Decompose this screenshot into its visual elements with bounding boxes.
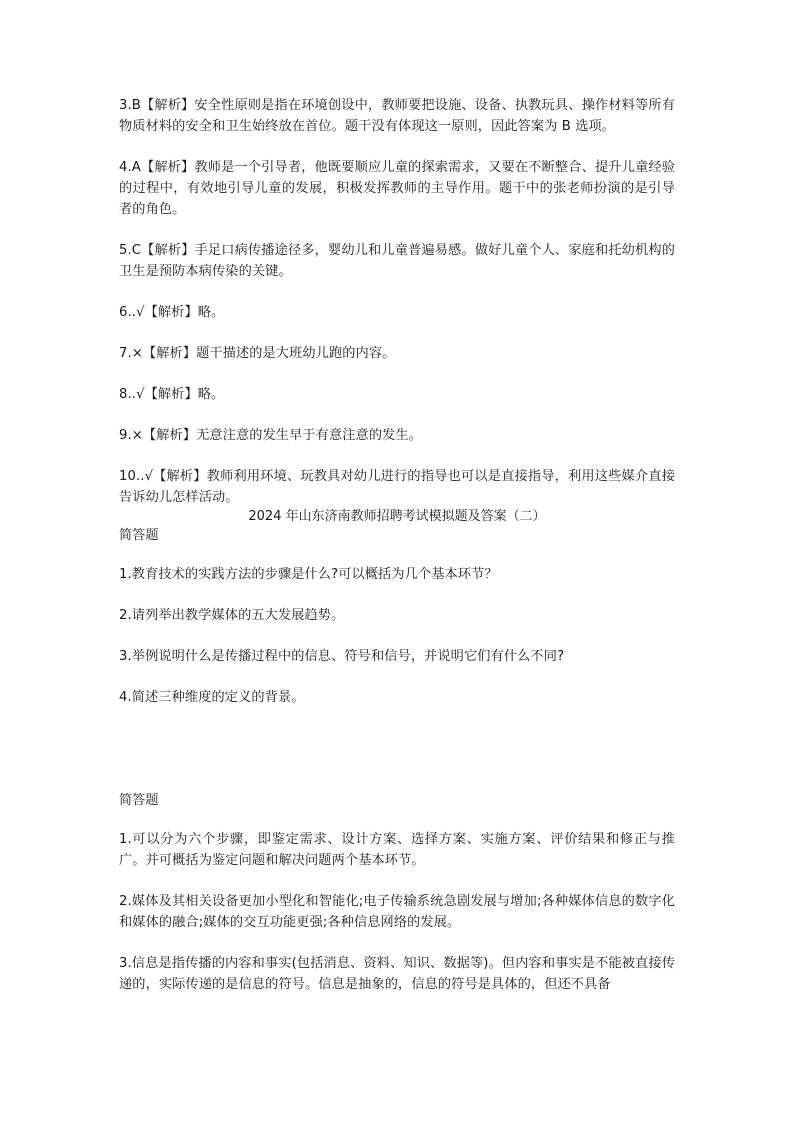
question-item-2: 2.请列举出教学媒体的五大发展趋势。 xyxy=(119,608,345,623)
answer-item-7: 7.×【解析】题干描述的是大班幼儿跑的内容。 xyxy=(119,346,396,361)
answers-section-label: 简答题 xyxy=(119,793,159,808)
answer-item-4: 4.A【解析】教师是一个引导者，他既要顺应儿童的探索需求，又要在不断整合、提升儿童经验的过程中，有效地引导儿童的发展，积极发挥教师的主导作用。题干中的张老师扮演的是引导者的角色。 xyxy=(119,160,675,217)
answer-item-3: 3.B【解析】安全性原则是指在环境创设中，教师要把设施、设备、执教玩具、操作材料等所有物质材料的安全和卫生始终放在首位。题干没有体现这一原则，因此答案为 B 选项。 xyxy=(119,98,675,134)
answer-item-6: 6..√【解析】略。 xyxy=(119,305,225,320)
short-answer-2: 2.媒体及其相关设备更加小型化和智能化;电子传输系统急剧发展与增加;各种媒体信息的数字化和媒体的融合;媒体的交互功能更强;各种信息网络的发展。 xyxy=(119,894,675,930)
section-spacer xyxy=(119,728,675,790)
short-answer-1: 1.可以分为六个步骤，即鉴定需求、设计方案、选择方案、实施方案、评价结果和修正与推广。并可概括为鉴定问题和解决问题两个基本环节。 xyxy=(119,832,675,868)
question-item-1: 1.教育技术的实践方法的步骤是什么?可以概括为几个基本环节？ xyxy=(119,567,498,582)
question-item-4: 4.简述三种维度的定义的背景。 xyxy=(119,690,305,705)
exam-title: 2024 年山东济南教师招聘考试模拟题及答案（二） xyxy=(248,509,546,524)
question-item-3: 3.举例说明什么是传播过程中的信息、符号和信号，并说明它们有什么不同? xyxy=(119,649,565,664)
short-answer-3: 3.信息是指传播的内容和事实(包括消息、资料、知识、数据等)。但内容和事实是不能被直接传递的，实际传递的是信息的符号。信息是抽象的，信息的符号是具体的，但还不具备 xyxy=(119,956,675,992)
answer-item-10: 10..√【解析】教师利用环境、玩教具对幼儿进行的指导也可以是直接指导，利用这些媒介直接告诉幼儿怎样活动。 xyxy=(119,469,675,505)
answer-item-5: 5.C【解析】手足口病传播途径多，婴幼儿和儿童普遍易感。做好儿童个人、家庭和托幼机构的卫生是预防本病传染的关键。 xyxy=(119,243,675,279)
document-page xyxy=(119,95,675,995)
answer-item-9: 9.×【解析】无意注意的发生早于有意注意的发生。 xyxy=(119,428,422,443)
answer-item-8: 8..√【解析】略。 xyxy=(119,387,225,402)
questions-section-label: 简答题 xyxy=(119,528,159,543)
